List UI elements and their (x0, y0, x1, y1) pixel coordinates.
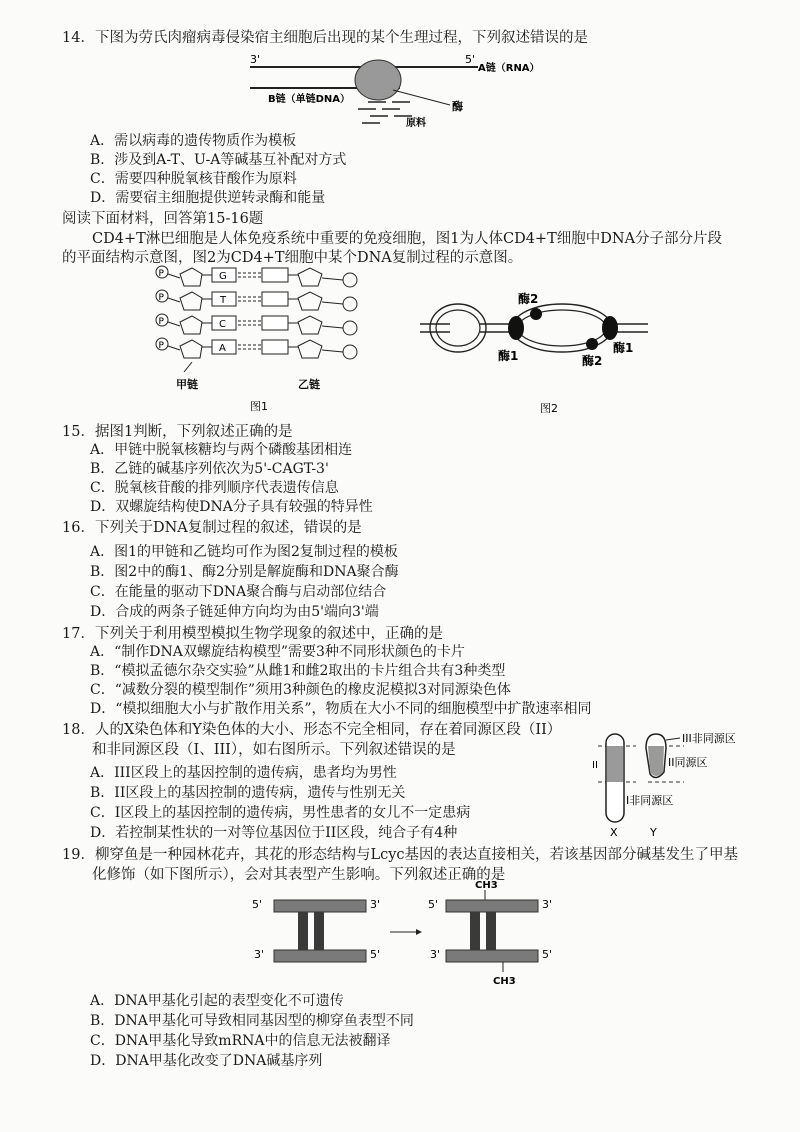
q18-y-homologous-region (648, 746, 664, 776)
q14-label-enzyme: 酶 (452, 100, 463, 113)
q18-label-y: Y (650, 826, 657, 839)
reading-line-2: 的平面结构示意图，图2为CD4+T细胞中某个DNA复制过程的示意图。 (62, 250, 523, 266)
q17-option-a: A．“制作DNA双螺旋结构模型”需要3种不同形状颜色的卡片 (90, 644, 465, 660)
q17-option-c: C．“减数分裂的模型制作”须用3种颜色的橡皮泥模拟3对同源染色体 (90, 682, 511, 698)
fig1-row (156, 266, 357, 287)
fig1-label-jia: 甲链 (176, 378, 198, 391)
fig2-enzyme1-left (508, 316, 524, 340)
svg-text:3': 3' (430, 948, 441, 961)
q16-stem: 16．下列关于DNA复制过程的叙述，错误的是 (62, 520, 362, 536)
fig1-row (156, 314, 357, 335)
q14-label-chain-a: A链（RNA） (478, 63, 540, 74)
q16-option-b: B．图2中的酶1、酶2分别是解旋酶和DNA聚合酶 (90, 564, 399, 580)
svg-text:5': 5' (252, 898, 263, 911)
svg-text:5': 5' (370, 948, 381, 961)
fig2-left-bubble-inner (436, 310, 480, 346)
svg-text:3': 3' (370, 898, 381, 911)
q18-stem-line-1: 18．人的X染色体和Y染色体的大小、形态不完全相同，存在着同源区段（II） (62, 722, 562, 738)
q15-option-d: D．双螺旋结构使DNA分子具有较强的特异性 (90, 499, 373, 515)
fig2-label-enzyme1-right: 酶1 (613, 341, 634, 355)
fig2-enzyme2-top (530, 308, 542, 320)
q19-option-c: C．DNA甲基化导致mRNA中的信息无法被翻译 (90, 1033, 391, 1049)
q15-stem: 15．据图1判断，下列叙述正确的是 (62, 424, 293, 440)
q18-option-d: D．若控制某性状的一对等位基因位于II区段，纯合子有4种 (90, 825, 458, 841)
q15-option-b: B．乙链的碱基序列依次为5'-CAGT-3' (90, 461, 329, 477)
fig1-base: T (220, 295, 227, 306)
fig2-enzyme2-bottom (586, 338, 598, 350)
fig2-enzyme1-right (602, 316, 618, 340)
q17-stem: 17．下列关于利用模型模拟生物学现象的叙述中，正确的是 (62, 626, 443, 642)
q16-option-c: C．在能量的驱动下DNA聚合酶与启动部位结合 (90, 584, 387, 600)
fig2-label-enzyme2-top: 酶2 (518, 292, 539, 306)
q18-stem-line-2: 和非同源区段（I、III），如右图所示。下列叙述错误的是 (92, 742, 456, 758)
fig1-base: G (219, 271, 227, 282)
q19-stem-line-2: 化修饰（如下图所示），会对其表型产生影响。下列叙述正确的是 (92, 867, 506, 883)
q14-option-b: B．涉及到A-T、U-A等碱基互补配对方式 (90, 152, 347, 168)
reading-line-1: CD4+T淋巴细胞是人体免疫系统中重要的免疫细胞，图1为人体CD4+T细胞中DNA分子部分片段 (92, 231, 723, 247)
q14-label-5p: 5' (465, 53, 476, 66)
fig1-label-yi: 乙链 (298, 378, 320, 391)
svg-text:P: P (158, 293, 164, 303)
q19-ch3-top: CH3 (475, 880, 498, 891)
svg-text:3': 3' (254, 948, 265, 961)
svg-text:5': 5' (428, 898, 439, 911)
q18-label-region1: I非同源区 (626, 794, 674, 807)
q14-stem: 14．下图为劳氏肉瘤病毒侵染宿主细胞后出现的某个生理过程，下列叙述错误的是 (62, 30, 588, 46)
q15-option-c: C．脱氧核苷酸的排列顺序代表遗传信息 (90, 480, 339, 496)
q19-methylation-figure (250, 878, 570, 988)
svg-text:P: P (158, 341, 164, 351)
fig1-rows (156, 266, 357, 359)
q16-option-a: A．图1的甲链和乙链均可作为图2复制过程的模板 (90, 544, 398, 560)
q19-option-d: D．DNA甲基化改变了DNA碱基序列 (90, 1053, 323, 1069)
fig2-left-bubble-outer (430, 304, 486, 352)
q14-label-material: 原料 (406, 118, 426, 129)
q17-option-d: D．“模拟细胞大小与扩散作用关系”，物质在大小不同的细胞模型中扩散速率相同 (90, 701, 592, 717)
q15-option-a: A．甲链中脱氧核糖均与两个磷酸基团相连 (90, 442, 353, 458)
q18-x-homologous-region (607, 746, 623, 782)
q14-option-a: A．需以病毒的遗传物质作为模板 (90, 133, 297, 149)
q16-option-d: D．合成的两条子链延伸方向均为由5'端向3'端 (90, 604, 379, 620)
q18-label-region2: II同源区 (668, 756, 708, 769)
fig2-caption: 图2 (540, 402, 558, 413)
q14-material-dashes (358, 102, 412, 123)
fig2-label-enzyme2-bottom: 酶2 (582, 354, 603, 368)
fig1-caption: 图1 (250, 400, 268, 412)
fig1-base: C (219, 319, 226, 330)
figure-1-dna-structure (150, 262, 380, 412)
q17-option-b: B．“模拟孟德尔杂交实验”从雌1和雌2取出的卡片组合共有3种类型 (90, 663, 506, 679)
svg-text:5': 5' (542, 948, 553, 961)
q14-label-chain-b: B链（单链DNA） (268, 94, 351, 105)
q18-option-b: B．II区段上的基因控制的遗传病，遗传与性别无关 (90, 785, 406, 801)
q18-xy-chromosome-figure (588, 726, 788, 844)
q14-option-d: D．需要宿主细胞提供逆转录酶和能量 (90, 190, 326, 206)
fig1-row (156, 338, 357, 359)
fig2-label-enzyme1-left: 酶1 (498, 349, 519, 363)
svg-text:3': 3' (542, 898, 553, 911)
q19-stem-line-1: 19．柳穿鱼是一种园林花卉，其花的形态结构与Lcyc基因的表达直接相关，若该基因部分碱基发生了甲基 (62, 847, 739, 863)
fig1-base: A (219, 343, 226, 354)
fig1-tail-left (184, 362, 192, 372)
q19-dna-unmethylated (252, 898, 380, 962)
q14-option-c: C．需要四种脱氧核苷酸作为原料 (90, 171, 297, 187)
fig1-row (156, 290, 357, 311)
reading-title: 阅读下面材料，回答第15-16题 (62, 211, 264, 227)
q14-label-3p: 3' (250, 53, 261, 66)
q19-option-a: A．DNA甲基化引起的表型变化不可遗传 (90, 993, 344, 1009)
q19-option-b: B．DNA甲基化可导致相同基因型的柳穿鱼表型不同 (90, 1013, 414, 1029)
svg-text:P: P (158, 269, 164, 279)
q18-label-x: X (610, 826, 618, 839)
q19-ch3-bottom: CH3 (493, 976, 516, 987)
q18-option-a: A．III区段上的基因控制的遗传病，患者均为男性 (90, 765, 397, 781)
q14-reverse-transcription-figure (240, 50, 540, 135)
q18-label-left-ii: II (592, 760, 598, 771)
q19-dna-methylated (428, 880, 552, 987)
q18-option-c: C．I区段上的基因控制的遗传病，男性患者的女儿不一定患病 (90, 805, 471, 821)
svg-text:P: P (158, 317, 164, 327)
q18-label-region3: III非同源区 (682, 732, 736, 745)
q14-enzyme (355, 60, 401, 100)
figure-2-dna-replication (420, 288, 660, 413)
